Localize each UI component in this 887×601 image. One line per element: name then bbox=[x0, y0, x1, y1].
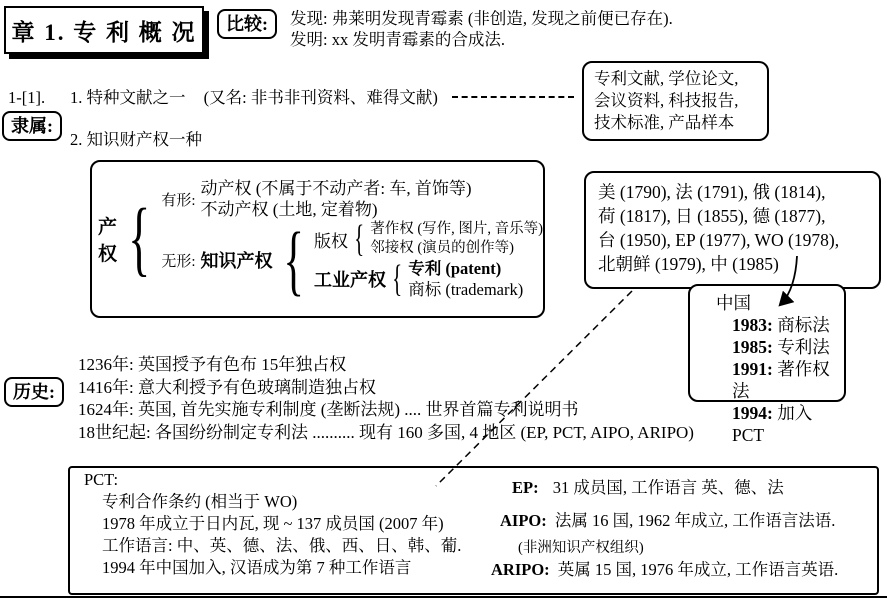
china-law-item: 1991: 著作权法 bbox=[732, 359, 830, 401]
ip-label: 知识产权 bbox=[200, 251, 273, 271]
industrial-item-patent: 专利 (patent) bbox=[408, 259, 502, 278]
curved-arrow bbox=[735, 252, 855, 317]
history-label: 历史: bbox=[13, 382, 55, 402]
history-line: 18世纪起: 各国纷纷制定专利法 .......... 现有 160 多国, 4 地区 (EP, PCT, AIPO, ARIPO) bbox=[78, 422, 694, 442]
item1-ref: 1-[1]. bbox=[8, 88, 46, 107]
doc-types-box bbox=[582, 61, 769, 141]
aipo-line: AIPO: 法属 16 国, 1962 年成立, 工作语言法语. bbox=[500, 511, 836, 530]
industrial-label: 工业产权 bbox=[313, 270, 386, 290]
aipo-label: AIPO: bbox=[500, 511, 547, 530]
brace-ip bbox=[283, 224, 304, 296]
tangible-item: 不动产权 (土地, 定着物) bbox=[200, 200, 378, 219]
aripo-line: ARIPO: 英属 15 国, 1976 年成立, 工作语言英语. bbox=[491, 560, 839, 579]
countries-line: 荷 (1817), 日 (1855), 德 (1877), bbox=[598, 206, 826, 226]
compare-label-box bbox=[217, 9, 277, 39]
belong-label-box bbox=[2, 111, 62, 141]
chapter-title: 章 1. 专 利 概 况 bbox=[11, 19, 197, 45]
aripo-label: ARIPO: bbox=[491, 560, 550, 579]
industrial-item-trademark: 商标 (trademark) bbox=[408, 280, 524, 299]
countries-line: 北朝鲜 (1979), 中 (1985) bbox=[598, 254, 779, 274]
brace-industrial bbox=[392, 262, 402, 297]
china-law-item: 1985: 专利法 bbox=[732, 337, 830, 357]
china-title: 中国 bbox=[716, 293, 751, 313]
history-label-box bbox=[4, 377, 64, 407]
pct-line: 1978 年成立于日内瓦, 现 ~ 137 成员国 (2007 年) bbox=[102, 514, 444, 533]
history-line: 1624年: 英国, 首先实施专利制度 (垄断法规) .... 世界首篇专利说明书 bbox=[78, 400, 579, 419]
bottom-rule bbox=[0, 596, 887, 598]
dashed-diagonal-line bbox=[428, 286, 640, 492]
pct-section bbox=[84, 469, 461, 579]
doc-types-line: 专利文献, 学位论文, bbox=[594, 69, 739, 88]
compare-text bbox=[290, 8, 673, 50]
brace-root bbox=[128, 200, 150, 277]
pct-line: 工作语言: 中、英、德、法、俄、西、日、韩、葡. bbox=[102, 536, 462, 555]
pct-line: 1994 年中国加入, 汉语成为第 7 种工作语言 bbox=[102, 558, 412, 577]
tree-tangible-group bbox=[161, 178, 543, 220]
item1-alias: (又名: 非书非刊资料、难得文献) bbox=[203, 88, 438, 107]
item1-text: 1. 特种文献之一 bbox=[70, 88, 186, 107]
chapter-title-box bbox=[4, 6, 204, 54]
ep-line: EP: 31 成员国, 工作语言 英、德、法 bbox=[512, 478, 784, 497]
tangible-item: 动产权 (不属于不动产者: 车, 首饰等) bbox=[200, 179, 472, 198]
aipo-note: (非洲知识产权组织) bbox=[518, 540, 644, 556]
pct-line: 专利合作条约 (相当于 WO) bbox=[102, 492, 298, 511]
compare-line-discovery: 发现: 弗莱明发现青霉素 (非创造, 发现之前便已存在). bbox=[290, 9, 673, 28]
item1-line bbox=[70, 87, 438, 108]
item2-line: 2. 知识财产权一种 bbox=[70, 130, 202, 149]
tree-copyright-group bbox=[314, 220, 543, 258]
copyright-label: 版权 bbox=[313, 231, 348, 251]
countries-line: 台 (1950), EP (1977), WO (1978), bbox=[598, 230, 840, 250]
copyright-item: 邻接权 (演员的创作等) bbox=[370, 240, 515, 256]
belong-label: 隶属: bbox=[11, 116, 53, 136]
doc-types-line: 会议资料, 科技报告, bbox=[594, 91, 739, 110]
history-line: 1236年: 英国授予有色布 15年独占权 bbox=[78, 355, 347, 374]
china-law-item: 1994: 加入 PCT bbox=[732, 403, 813, 445]
china-law-item: 1983: 商标法 bbox=[732, 315, 830, 335]
doc-types-line: 技术标准, 产品样本 bbox=[594, 113, 735, 132]
ep-label: EP: bbox=[512, 478, 539, 497]
dashed-connector-line bbox=[452, 96, 574, 98]
compare-label: 比较: bbox=[226, 14, 268, 34]
tree-root-label: 产权 bbox=[98, 217, 118, 265]
brace-copyright bbox=[354, 222, 364, 257]
pct-heading: PCT: bbox=[84, 470, 119, 489]
tangible-label: 有形: bbox=[161, 192, 196, 209]
history-line: 1416年: 意大利授予有色玻璃制造独占权 bbox=[78, 377, 376, 397]
countries-line: 美 (1790), 法 (1791), 俄 (1814), bbox=[598, 182, 826, 202]
compare-line-invention: 发明: xx 发明青霉素的合成法. bbox=[290, 30, 505, 49]
intangible-label: 无形: bbox=[161, 253, 196, 270]
copyright-item: 著作权 (写作, 图片, 音乐等) bbox=[370, 221, 544, 237]
